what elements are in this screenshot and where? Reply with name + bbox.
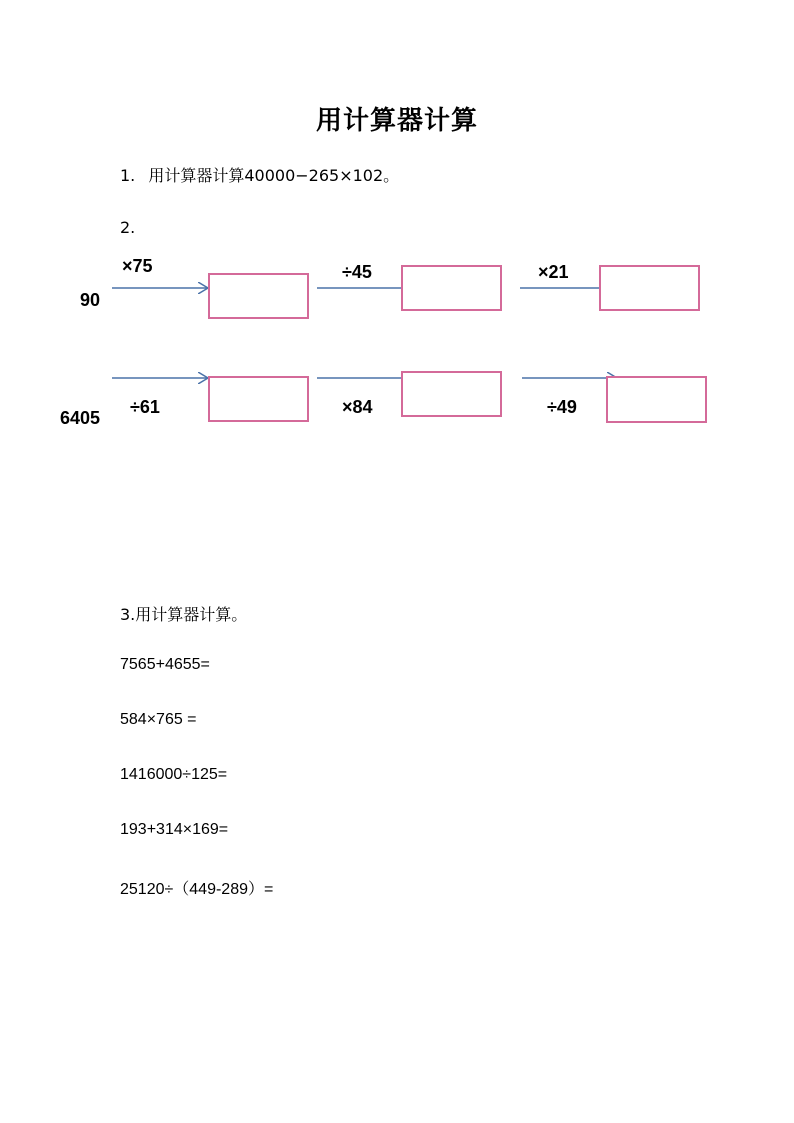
question-1: [120, 163, 399, 186]
answer-box-row2-1[interactable]: [208, 376, 309, 422]
row1-op-3: ×21: [538, 262, 569, 282]
equation-3: 1416000÷125=: [120, 766, 228, 783]
equation-5: 25120÷（449-289）=: [120, 881, 274, 898]
row2-op-2: ×84: [342, 397, 373, 417]
answer-box-row2-2[interactable]: [401, 371, 502, 417]
equation-2: 584×765 =: [120, 711, 197, 728]
row1-op-2: ÷45: [342, 262, 372, 282]
question-1-text: 用计算器计算40000−265×102。: [148, 166, 400, 185]
row2-op-1: ÷61: [130, 397, 160, 417]
answer-box-row1-1[interactable]: [208, 273, 309, 319]
question-2-number: 2.: [120, 218, 136, 237]
question-1-number: 1.: [120, 166, 136, 185]
answer-box-row1-2[interactable]: [401, 265, 502, 311]
page-title: 用计算器计算: [315, 106, 478, 136]
row2-start-number: 6405: [60, 408, 101, 428]
equation-4: 193+314×169=: [120, 821, 229, 838]
answer-box-row1-3[interactable]: [599, 265, 700, 311]
row1-op-1: ×75: [122, 256, 153, 276]
question-3-heading: 3.用计算器计算。: [120, 605, 248, 624]
answer-box-row2-3[interactable]: [606, 376, 707, 423]
row2-op-3: ÷49: [547, 397, 577, 417]
equation-1: 7565+4655=: [120, 656, 210, 673]
row1-start-number: 90: [80, 290, 101, 310]
